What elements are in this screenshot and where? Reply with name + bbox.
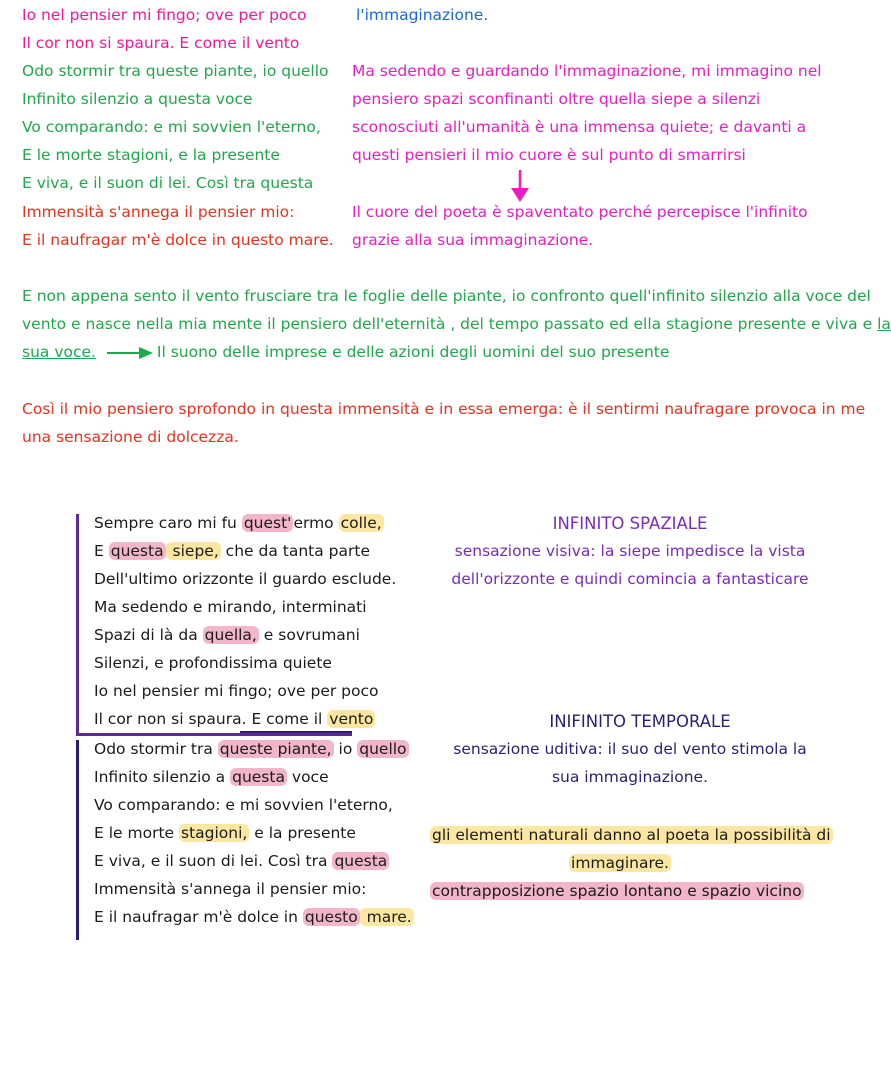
- vento-underline: [240, 731, 352, 733]
- top-poem-line-7: E viva, e il suon di lei. Così tra questa: [22, 174, 314, 192]
- top-poem-line-2: Il cor non si spaura. E come il vento: [22, 34, 300, 52]
- poem-text: ermo: [293, 514, 339, 532]
- poem-text: E: [94, 542, 109, 560]
- poem-line-10: [94, 768, 329, 786]
- highlight-quest: quest': [243, 514, 292, 532]
- contrapposizione-highlight: contrapposizione spazio lontano e spazio vicino: [432, 882, 802, 900]
- poem-line-11: Vo comparando: e mi sovvien l'eterno,: [94, 796, 393, 814]
- highlight-questa: questa: [110, 542, 164, 560]
- poem-text: E le morte: [94, 824, 179, 842]
- poem-line-1: [94, 514, 384, 532]
- infinito-temporale-title: INIFINITO TEMPORALE: [549, 712, 731, 731]
- elementi-highlight-1: gli elementi naturali danno al poeta la possibilità di: [432, 826, 831, 844]
- top-poem-line-6: E le morte stagioni, e la presente: [22, 146, 280, 164]
- paraphrase-line-4: questi pensieri il mio cuore è sul punto di smarrirsi: [352, 146, 746, 164]
- infinito-spaziale-title: INFINITO SPAZIALE: [552, 514, 708, 533]
- red-para-line-2: una sensazione di dolcezza.: [22, 428, 239, 446]
- poem-text: Sempre caro mi fu: [94, 514, 242, 532]
- immaginazione-text: l'immaginazione.: [356, 6, 489, 24]
- poem-text-underlined: E come il: [251, 710, 328, 728]
- elementi-line-2: [430, 854, 810, 872]
- green-para-line-2-text: vento e nasce nella mia mente il pensiero dell'eternità , del tempo passato ed ella stagione presente e viva e: [22, 315, 878, 333]
- poem-line-6: Silenzi, e profondissima quiete: [94, 654, 332, 672]
- top-poem-line-9: E il naufragar m'è dolce in questo mare.: [22, 231, 334, 249]
- highlight-queste-piante: queste piante,: [219, 740, 332, 758]
- conclusion-line-2: grazie alla sua immaginazione.: [352, 231, 594, 249]
- paraphrase-line-2: pensiero spazi sconfinanti oltre quella siepe a silenzi: [352, 90, 761, 108]
- poem-line-9: [94, 740, 409, 758]
- poem-line-12: [94, 824, 356, 842]
- down-arrow-icon: [508, 168, 532, 204]
- spaziale-line-1: sensazione visiva: la siepe impedisce la vista: [454, 542, 806, 560]
- highlight-questa-2: questa: [334, 852, 388, 870]
- top-poem-line-1: Io nel pensier mi fingo; ove per poco: [22, 6, 307, 24]
- green-para-line-3: [22, 343, 669, 361]
- contrapposizione-line: [430, 882, 804, 900]
- top-poem-line-8: Immensità s'annega il pensier mio:: [22, 203, 295, 221]
- poem-text: e sovrumani: [258, 626, 360, 644]
- poem-text: Odo stormir tra: [94, 740, 218, 758]
- poem-line-14: Immensità s'annega il pensier mio:: [94, 880, 367, 898]
- green-para-underlined-voce: sua voce.: [22, 343, 96, 361]
- temporale-line-2: sua immaginazione.: [551, 768, 708, 786]
- highlight-quella: quella,: [204, 626, 257, 644]
- temporale-line-1: sensazione uditiva: il suo del vento stimola la: [453, 740, 807, 758]
- green-para-line-1: E non appena sento il vento frusciare tra le foglie delle piante, io confronto quell'infinito silenzio alla voce del: [22, 287, 871, 305]
- poem-text: E viva, e il suon di lei. Così tra: [94, 852, 333, 870]
- top-poem-line-5: Vo comparando: e mi sovvien l'eterno,: [22, 118, 321, 136]
- poem-text: voce: [286, 768, 329, 786]
- highlight-siepe: siepe,: [167, 542, 219, 560]
- poem-line-15: [94, 908, 414, 926]
- paraphrase-line-1: Ma sedendo e guardando l'immaginazione, mi immagino nel: [352, 62, 822, 80]
- highlight-quello: quello: [359, 740, 407, 758]
- spatial-bracket-vertical: [76, 514, 79, 736]
- green-para-underlined-la: la: [877, 315, 891, 333]
- right-arrow-icon: [107, 346, 155, 360]
- highlight-mare: mare.: [361, 908, 412, 926]
- top-poem-line-4: Infinito silenzio a questa voce: [22, 90, 253, 108]
- poem-text: che da tanta parte: [220, 542, 370, 560]
- highlight-vento: vento: [329, 710, 374, 728]
- green-para-line-2: [22, 315, 891, 333]
- poem-text: Spazi di là da: [94, 626, 203, 644]
- highlight-questa-voce: questa: [232, 768, 285, 786]
- poem-text: Infinito silenzio a: [94, 768, 231, 786]
- temporal-bracket-vertical: [76, 740, 79, 940]
- poem-text: e la presente: [249, 824, 356, 842]
- poem-line-7: Io nel pensier mi fingo; ove per poco: [94, 682, 379, 700]
- elementi-highlight-2: immaginare.: [571, 854, 669, 872]
- poem-line-8: [94, 710, 375, 728]
- highlight-stagioni: stagioni,: [181, 824, 248, 842]
- spatial-bracket-bottom: [76, 733, 352, 736]
- poem-text: Il cor non si spaura.: [94, 710, 252, 728]
- conclusion-line-1: Il cuore del poeta è spaventato perché percepisce l'infinito: [352, 203, 808, 221]
- poem-line-5: [94, 626, 360, 644]
- poem-line-13: [94, 852, 389, 870]
- spaziale-line-2: dell'orizzonte e quindi comincia a fantasticare: [451, 570, 809, 588]
- paraphrase-line-3: sconosciuti all'umanità è una immensa quiete; e davanti a: [352, 118, 807, 136]
- red-para-line-1: Così il mio pensiero sprofondo in questa immensità e in essa emerga: è il sentirmi naufragare provoca in me: [22, 400, 866, 418]
- poem-text: io: [333, 740, 358, 758]
- poem-line-4: Ma sedendo e mirando, interminati: [94, 598, 367, 616]
- highlight-colle: colle,: [340, 514, 382, 532]
- green-para-line-3-text: Il suono delle imprese e delle azioni degli uomini del suo presente: [156, 343, 670, 361]
- poem-line-3: Dell'ultimo orizzonte il guardo esclude.: [94, 570, 397, 588]
- poem-line-2: [94, 542, 370, 560]
- elementi-line-1: [430, 826, 833, 844]
- highlight-questo: questo: [304, 908, 358, 926]
- top-poem-line-3: Odo stormir tra queste piante, io quello: [22, 62, 329, 80]
- poem-text: E il naufragar m'è dolce in: [94, 908, 303, 926]
